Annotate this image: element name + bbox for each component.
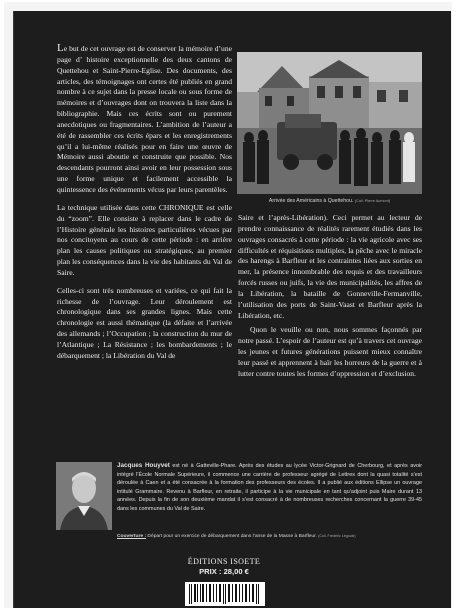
intro-paragraph: Celles-ci sont très nombreuses et variées, ce qui fait la richesse de l’ouvrage. Leur déroulement est chronologique dans ses grandes lignes. Mais cette chronologie est aussi thématique (la défaite et l’arrivée des allemands ; l’Occupation ; la construction du mur de l’Atlantique ; La Résistance ; les bombardements ; le débarquement ; la Libération du Val de <box>57 285 232 360</box>
right-paragraph: Saire et l’après-Libération). Ceci permet au lecteur de prendre connaissance de réalités rarement étudiés dans les ouvrages consacrés à cette période : la vie agricole avec ses difficultés et réquisitions multiples, la pêche avec le miracle des harengs à Barfleur et les contraintes liées aux sorties en mer, la présence innombrable des requis et des travailleurs forcés russes ou juifs, la vie des municipalités, les affres de la Libération, la bataille de Gonneville-Fermanville, l’utilisation des ports de Saint-Vaast et Barfleur après la Libération, etc. <box>238 213 422 320</box>
historical-photo <box>237 52 422 194</box>
photo-caption <box>237 198 422 204</box>
price-label: PRIX : 28,00 € <box>199 567 249 576</box>
intro-paragraph: La technique utilisée dans cette CHRONIQUE est celle du “zoom”. Elle consiste à replacer dans le cadre de l’Histoire générale les histoires particulières vécues par nos concitoyens au cours de cette période : en arrière plan les causes politiques ou stratégiques, au premier plan les conséquences dans la vie des habitants du Val de Saire. <box>57 202 232 277</box>
author-bio <box>117 462 422 514</box>
cover-note-credit: (Coll. Frédéric Legouix) <box>318 534 356 538</box>
photo-illustration <box>237 52 422 194</box>
barcode <box>185 582 265 606</box>
barcode-icon <box>189 584 261 604</box>
author-name: Jacques Houyvet <box>117 462 170 469</box>
cover-note-text: Départ pour un exercice de débarquement dans l’anse de la Masse à Barfleur. <box>146 534 317 539</box>
author-portrait <box>56 462 112 530</box>
cover-note <box>117 534 422 539</box>
right-paragraph: Quon le veuille ou non, nous sommes façonnés par notre passé. L’espoir de l’auteur est qu’à travers cet ouvrage les jeunes et futures générations puissent mieux connaître leur passé et apprennent à haïr les horreurs de la guerre et à lutter contre toutes les formes d’oppression et d’exclusion. <box>238 325 422 378</box>
publisher-block <box>178 557 270 576</box>
publisher-name: ÉDITIONS ISOETE <box>187 557 261 566</box>
author-bio-text: est né à Gatteville-Phare. Après des études au lycée Victor-Grignard de Cherbourg, et après avoir intégré l’École Normale Supérieure, il commence une carrière de professeur agrégé de Lettres dont la quasi totalité s’est déroulée à Caen et a été consacrée à la formation des professeurs des écoles. Il a publié aux éditions Ellipse un ouvrage intitulé Grammaire. Revenu à Barfleur, en retraite, il participe à la vie municipale en tant qu’adjoint puis Maire durant 13 années. Depuis la fin de son deuxième mandat il s’est consacré à de nombreuses recherches concernant la guerre 39-45 dans les communes du Val de Saire. <box>117 463 423 512</box>
right-column-text <box>238 213 422 380</box>
photo-credit: (Coll. Pierre Aumont) <box>354 199 391 203</box>
intro-text <box>57 43 232 369</box>
photo-caption-text: Arrivée des Américains à Quettehou. <box>268 198 354 204</box>
cover-note-label: Couverture : <box>117 534 147 539</box>
author-photo <box>56 462 112 530</box>
intro-paragraph: Le but de cet ouvrage est de conserver la mémoire d’une page d’ histoire exceptionnelle des deux cantons de Quettehou et Saint-Pierre-Eglise. Des documents, des articles, des témoignages ont certes été publiés en grand nombre à ce sujet dans la presse locale ou sous forme de mémoires et d’ouvrages dont on trouvera la liste dans la bibliographie. Mais ces écrits sont ou purement anecdotiques ou fragmentaires. L’ambition de l’auteur a été de rassembler ces écrits épars et les enregistrements qu’il a lui-même réalisés pour en faire une œuvre de Mémoire aussi aboutie et construite que possible. Nos descendants pourront ainsi avoir en leur possession sous une forme unique et facilement accessible la quintessence des événements vécus par leurs parentèles. <box>57 42 232 194</box>
